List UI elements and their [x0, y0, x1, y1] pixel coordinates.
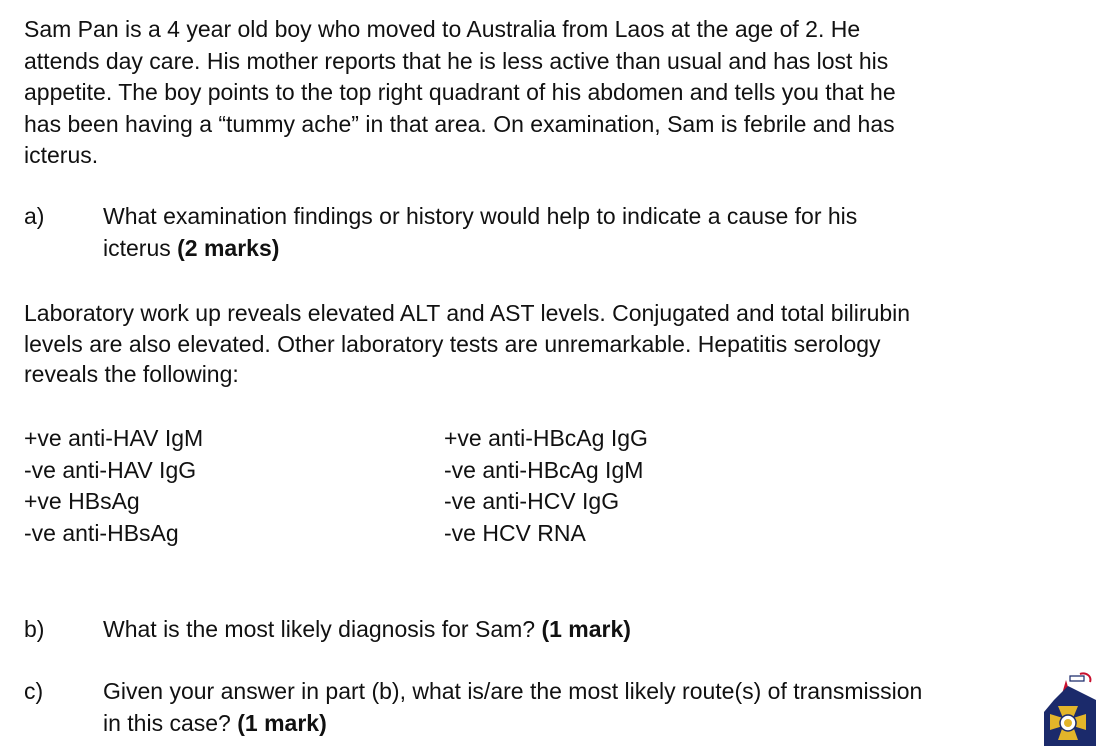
- question-a-line: [103, 233, 857, 265]
- question-c-line: [103, 708, 922, 740]
- serology-list-left: [24, 423, 203, 549]
- serology-list-right: [444, 423, 648, 549]
- intro-line: icterus.: [24, 142, 99, 168]
- crest-logo-icon: [1040, 672, 1096, 746]
- question-c-line: Given your answer in part (b), what is/are the most likely route(s) of transmission: [103, 678, 923, 704]
- question-a-line: What examination findings or history would help to indicate a cause for his: [103, 203, 858, 229]
- question-c-label: c): [24, 678, 44, 704]
- lab-line: reveals the following:: [24, 361, 239, 387]
- intro-line: has been having a “tummy ache” in that area. On examination, Sam is febrile and has: [24, 110, 895, 137]
- serology-item: +ve anti-HAV IgM: [24, 425, 204, 451]
- serology-item: +ve anti-HBcAg IgG: [444, 425, 648, 451]
- question-c-marks: (1 mark): [237, 709, 327, 736]
- intro-line: attends day care. His mother reports that he is less active than usual and has lost his: [24, 47, 889, 74]
- serology-item: -ve anti-HBsAg: [24, 519, 179, 546]
- serology-item: -ve anti-HCV IgG: [444, 488, 620, 514]
- case-intro-paragraph: [24, 14, 896, 172]
- lab-findings-paragraph: [24, 298, 910, 390]
- question-b-text: [103, 614, 631, 646]
- question-b-marks: (1 mark): [541, 616, 631, 642]
- question-a-text: [103, 201, 857, 264]
- intro-line: Sam Pan is a 4 year old boy who moved to Australia from Laos at the age of 2. He: [24, 16, 861, 42]
- intro-line: appetite. The boy points to the top right quadrant of his abdomen and tells you that he: [24, 79, 896, 105]
- lab-line: Laboratory work up reveals elevated ALT and AST levels. Conjugated and total bilirubin: [24, 300, 911, 326]
- lab-line: levels are also elevated. Other laboratory tests are unremarkable. Hepatitis serology: [24, 330, 881, 357]
- serology-item: +ve HBsAg: [24, 488, 140, 514]
- question-a-line-text: icterus: [103, 234, 178, 261]
- question-c-text: [103, 676, 922, 739]
- question-b-line-text: What is the most likely diagnosis for Sam?: [103, 616, 542, 642]
- serology-item: -ve anti-HAV IgG: [24, 456, 197, 483]
- serology-item: -ve anti-HBcAg IgM: [444, 456, 644, 483]
- question-b-label: b): [24, 616, 45, 642]
- question-a-label: a): [24, 203, 45, 229]
- question-c-line-text: in this case?: [103, 709, 238, 736]
- serology-item: -ve HCV RNA: [444, 519, 586, 546]
- question-a-marks: (2 marks): [177, 234, 280, 261]
